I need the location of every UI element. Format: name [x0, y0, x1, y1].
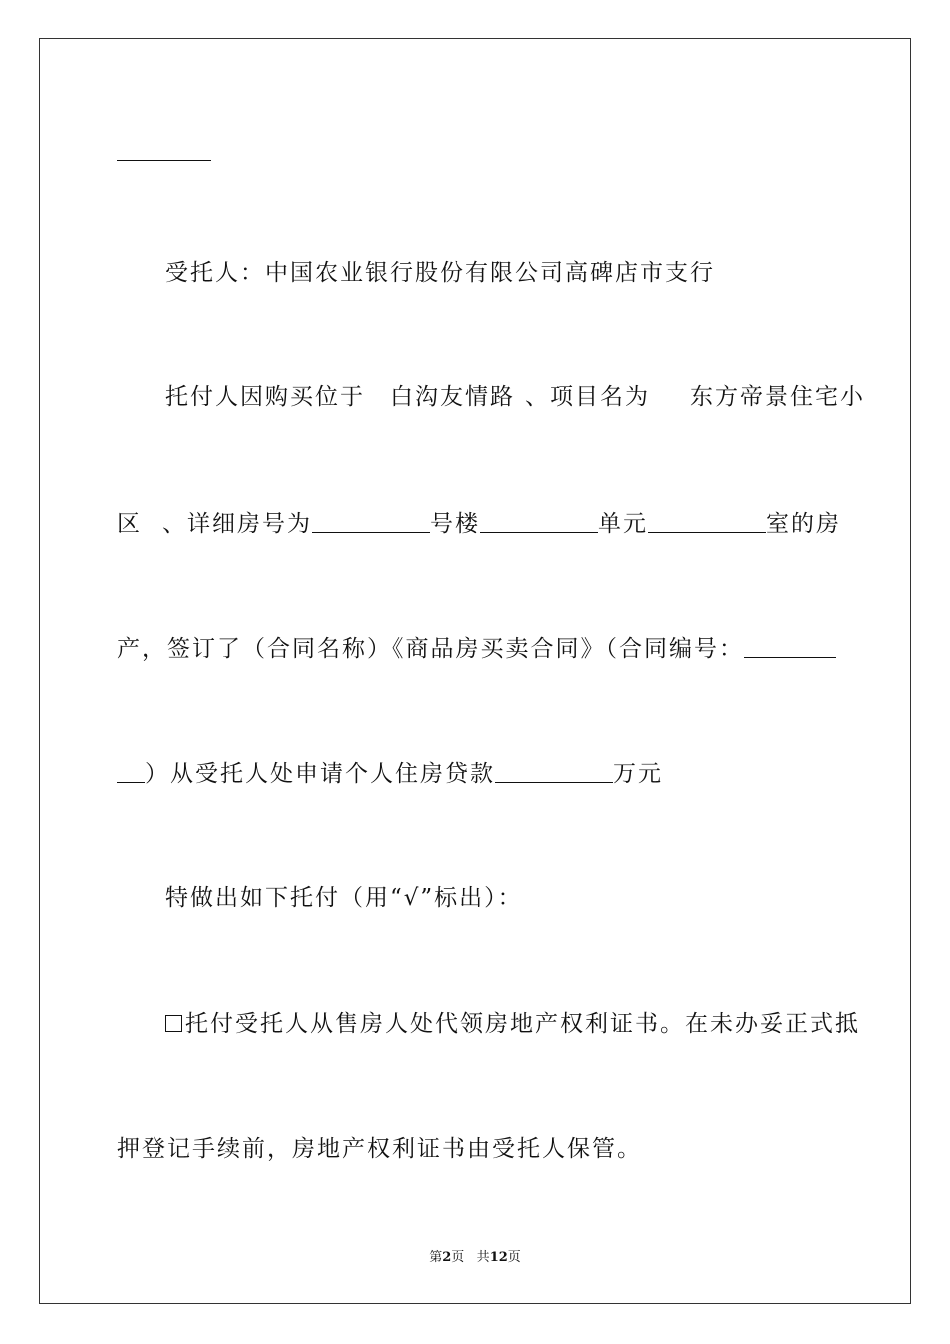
blank-line-top: [117, 160, 211, 161]
text-segment: 室的房: [766, 511, 841, 537]
text-segment: 万元: [613, 761, 663, 787]
page-number: 2: [442, 1250, 452, 1265]
text-segment: 托付人因购买位于: [165, 384, 365, 410]
text-segment: 、详细房号为: [162, 511, 312, 537]
paragraph-line-1: [165, 382, 865, 412]
loan-amount-blank[interactable]: [495, 762, 613, 783]
option-line-1: [165, 1009, 860, 1039]
contract-number-blank-cont[interactable]: [117, 762, 145, 783]
instruction-text: 特做出如下托付（用“√”标出）：: [165, 885, 523, 911]
option-text-cont: 押登记手续前，房地产权利证书由受托人保管。: [117, 1136, 642, 1162]
option-line-2: [117, 1134, 642, 1164]
footer-text: 共: [476, 1250, 490, 1265]
building-blank[interactable]: [312, 512, 430, 533]
text-segment: 单元: [598, 511, 648, 537]
instruction-line: [165, 883, 523, 913]
page-border: [39, 38, 911, 1304]
text-segment: 区: [117, 511, 142, 537]
text-segment: 、项目名为: [525, 384, 650, 410]
text-segment: ）从受托人处申请个人住房贷款: [145, 761, 495, 787]
option-text: 托付受托人从售房人处代领房地产权利证书。在未办妥正式抵: [185, 1011, 860, 1037]
footer-text: 页: [507, 1250, 521, 1265]
paragraph-line-3: [117, 634, 836, 664]
project-name: 东方帝景住宅小: [690, 384, 865, 410]
text-segment: 号楼: [430, 511, 480, 537]
road-name: 白沟友情路: [390, 384, 515, 410]
trustee-line: [165, 258, 715, 288]
text-segment: 产，签订了（合同名称）《商品房买卖合同》（合同编号：: [117, 636, 744, 662]
checkbox[interactable]: [165, 1015, 182, 1032]
room-blank[interactable]: [648, 512, 766, 533]
contract-number-blank[interactable]: [744, 637, 836, 658]
footer-text: 第: [429, 1250, 443, 1265]
page-footer: [0, 1246, 950, 1265]
trustee-text: 受托人：中国农业银行股份有限公司高碑店市支行: [165, 260, 715, 286]
unit-blank[interactable]: [480, 512, 598, 533]
paragraph-line-2: [117, 509, 841, 539]
total-pages: 12: [489, 1250, 508, 1265]
footer-text: 页: [451, 1250, 465, 1265]
paragraph-line-4: [117, 759, 663, 789]
